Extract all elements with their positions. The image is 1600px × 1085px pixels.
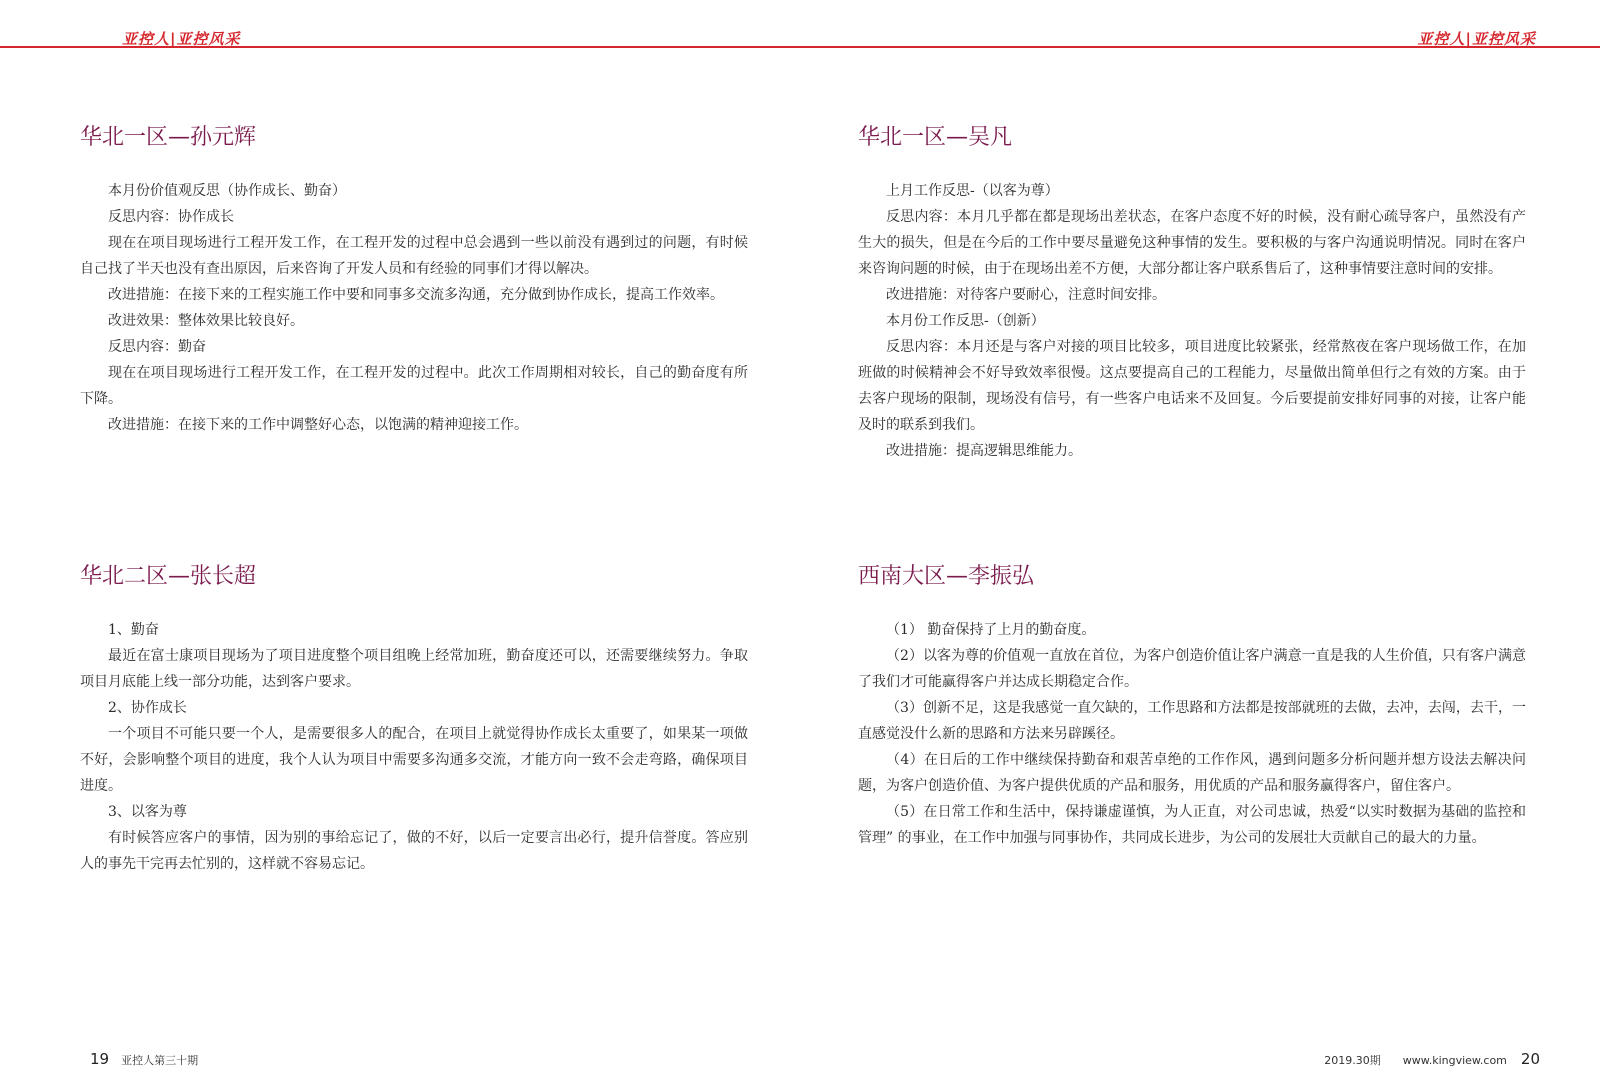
article-zhang-changchao <box>80 563 748 877</box>
article-paragraph: （4）在日后的工作中继续保持勤奋和艰苦卓绝的工作作风，遇到问题多分析问题并想方设法去解决问题，为客户创造价值、为客户提供优质的产品和服务，用优质的产品和服务赢得客户，留住客户。 <box>858 752 1526 794</box>
article-title: 西南大区—李振弘 <box>858 564 1035 589</box>
article-paragraph: 现在在项目现场进行工程开发工作，在工程开发的过程中总会遇到一些以前没有遇到过的问题，有时候自己找了半天也没有查出原因，后来咨询了开发人员和有经验的同事们才得以解决。 <box>80 235 748 277</box>
article-paragraph: 3、以客为尊 <box>108 804 187 820</box>
article-paragraph: 最近在富士康项目现场为了项目进度整个项目组晚上经常加班，勤奋度还可以，还需要继续努力。争取项目月底能上线一部分功能，达到客户要求。 <box>80 648 748 690</box>
footer-left <box>90 1050 198 1068</box>
article-title: 华北一区—吴凡 <box>858 125 1013 150</box>
article-paragraph: 2、协作成长 <box>108 700 187 716</box>
article-wu-fan <box>858 124 1526 464</box>
page-number-left: 19 <box>90 1050 110 1068</box>
article-paragraph: 反思内容：协作成长 <box>108 209 234 225</box>
article-paragraph: 反思内容：本月还是与客户对接的项目比较多，项目进度比较紧张，经常熬夜在客户现场做工作，在加班做的时候精神会不好导致效率很慢。这点要提高自己的工程能力，尽量做出简单但行之有效的方案。由于去客户现场的限制，现场没有信号，有一些客户电话来不及回复。今后要提前安排好同事的对接，让客户能及时的联系到我们。 <box>858 339 1526 433</box>
article-paragraph: 改进措施：在接下来的工程实施工作中要和同事多交流多沟通，充分做到协作成长，提高工作效率。 <box>108 287 724 303</box>
article-paragraph: （5）在日常工作和生活中，保持谦虚谨慎，为人正直，对公司忠诚，热爱“以实时数据为基础的监控和管理” 的事业，在工作中加强与同事协作，共同成长进步，为公司的发展壮大贡献自己的最大的力量。 <box>858 804 1526 846</box>
article-li-zhenhong <box>858 563 1526 851</box>
article-paragraph: （2）以客为尊的价值观一直放在首位，为客户创造价值让客户满意一直是我的人生价值，只有客户满意了我们才可能赢得客户并达成长期稳定合作。 <box>858 648 1526 690</box>
header-brand-right: 亚控人|亚控风采 <box>1417 30 1536 48</box>
footer-right <box>1324 1050 1540 1068</box>
article-paragraph: 反思内容：勤奋 <box>108 339 206 355</box>
article-paragraph: 改进效果：整体效果比较良好。 <box>108 313 304 329</box>
website-url: www.kingview.com <box>1402 1054 1507 1067</box>
article-paragraph: 1、勤奋 <box>108 622 159 638</box>
header-brand-left: 亚控人|亚控风采 <box>122 30 241 48</box>
article-paragraph: 本月份工作反思-（创新） <box>886 313 1045 329</box>
article-paragraph: 改进措施：提高逻辑思维能力。 <box>886 443 1082 459</box>
magazine-issue-label: 亚控人第三十期 <box>121 1054 199 1067</box>
article-paragraph: 一个项目不可能只要一个人，是需要很多人的配合，在项目上就觉得协作成长太重要了，如果某一项做不好，会影响整个项目的进度，我个人认为项目中需要多沟通多交流，才能方向一致不会走弯路，确保项目进度。 <box>80 726 748 794</box>
article-paragraph: 有时候答应客户的事情，因为别的事给忘记了，做的不好，以后一定要言出必行，提升信誉度。答应别人的事先干完再去忙别的，这样就不容易忘记。 <box>80 830 748 872</box>
article-paragraph: （3）创新不足，这是我感觉一直欠缺的，工作思路和方法都是按部就班的去做，去冲，去闯，去干，一直感觉没什么新的思路和方法来另辟蹊径。 <box>858 700 1526 742</box>
article-paragraph: 改进措施：在接下来的工作中调整好心态，以饱满的精神迎接工作。 <box>108 417 528 433</box>
article-paragraph: 上月工作反思-（以客为尊） <box>886 183 1059 199</box>
article-sun-yuanhui <box>80 124 748 438</box>
article-paragraph: （1） 勤奋保持了上月的勤奋度。 <box>886 622 1096 638</box>
article-title: 华北一区—孙元辉 <box>80 125 257 150</box>
article-paragraph: 现在在项目现场进行工程开发工作，在工程开发的过程中。此次工作周期相对较长，自己的勤奋度有所下降。 <box>80 365 748 407</box>
issue-date: 2019.30期 <box>1324 1054 1381 1067</box>
article-title: 华北二区—张长超 <box>80 564 257 589</box>
article-paragraph: 改进措施：对待客户要耐心，注意时间安排。 <box>886 287 1166 303</box>
article-paragraph: 反思内容：本月几乎都在都是现场出差状态，在客户态度不好的时候，没有耐心疏导客户，虽然没有产生大的损失，但是在今后的工作中要尽量避免这种事情的发生。要积极的与客户沟通说明情况。同时在客户来咨询问题的时候，由于在现场出差不方便，大部分都让客户联系售后了，这种事情要注意时间的安排。 <box>858 209 1526 277</box>
page-number-right: 20 <box>1520 1050 1540 1068</box>
article-paragraph: 本月份价值观反思（协作成长、勤奋） <box>108 183 346 199</box>
